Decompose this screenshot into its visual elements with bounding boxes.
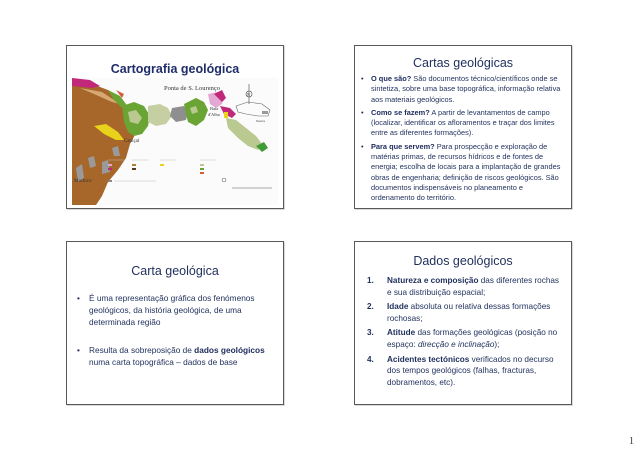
bullet-item [361,74,565,105]
geological-map [72,78,278,205]
item-number: 1. [367,276,374,285]
item-heading: Atitude [387,328,416,338]
item-text: das diferentes rochas e sua distribuição espacial; [387,276,560,297]
slide-cartografia-geologica [66,45,284,209]
svg-text:Baía: Baía [210,106,219,111]
svg-text:Caniçal: Caniçal [124,139,140,144]
slide-title: Dados geológicos [413,254,513,268]
bullet-item [361,108,565,139]
svg-text:d'Alba: d'Alba [208,112,220,117]
numbered-item [367,275,563,298]
numbered-item [367,354,563,389]
page-number: 1 [629,436,634,447]
slide-carta-geologica [66,241,284,405]
svg-text:Ponta de S. Lourenço: Ponta de S. Lourenço [164,85,220,92]
item-number: 3. [367,328,374,338]
bullet-item [361,142,565,204]
numbered-list [367,275,563,391]
slide-title: Carta geológica [131,264,219,278]
bullet-emphasis: dados geológicos [194,345,265,355]
item-text: absoluta ou relativa dessas formações rochosas; [387,302,551,323]
item-heading: Natureza e composição [387,276,479,285]
numbered-item [367,327,563,350]
item-heading: Idade [387,302,409,312]
item-italic: direcção e inclinação [417,339,495,349]
bullet-item [77,344,277,368]
bullet-text: É uma representação gráfica dos fenómenos geológicos, da história geológica, de uma determinada região [89,293,255,327]
svg-text:Machico: Machico [74,179,92,184]
bullet-text: numa carta topográfica – dados de base [89,357,238,367]
item-heading: Acidentes tectónicos [387,354,470,364]
item-number: 4. [367,354,374,364]
bullet-text: Para prospecção e exploração de matérias primas, de recursos hídricos e de fontes de energia; escolha de locais para a implantação de grandes obras de engenharia; definição de riscos geológicos. São documentos indispensáveis no planeamento e ordenamento do território. [371,141,561,203]
bullet-list [361,74,565,207]
item-text: das formações geológicas (posição no espaço: [387,328,558,349]
bullet-question: Para que servem? [371,141,435,151]
compass-north-label: N [247,92,250,97]
bullet-question: O que são? [371,74,412,83]
bullet-text: A partir de levantamentos de campo (localizar, identificar os afloramentos e traçar dos limites entre as diferentes formações). [371,107,555,138]
item-number: 2. [367,302,374,312]
geological-map-image [72,78,278,205]
numbered-item [367,301,563,324]
svg-text:Madeira: Madeira [256,120,266,123]
bullet-question: Como se fazem? [371,107,430,117]
bullet-item [77,292,277,328]
bullet-list [77,292,277,384]
bullet-text: São documentos técnico/científicos onde se sintetiza, sobre uma base topográfica, informação relativa aos materiais geológicos. [371,74,561,104]
item-text: verificados no decurso dos tempos geológicos (falhas, fracturas, dobramentos, etc). [387,354,554,387]
slide-title: Cartas geológicas [412,56,514,70]
slide-title: Cartografia geológica [110,62,240,76]
slide-cartas-geologicas [354,45,572,209]
item-text: ); [494,339,500,349]
slide-dados-geologicos [354,241,572,405]
bullet-text: Resulta da sobreposição de [89,345,195,355]
